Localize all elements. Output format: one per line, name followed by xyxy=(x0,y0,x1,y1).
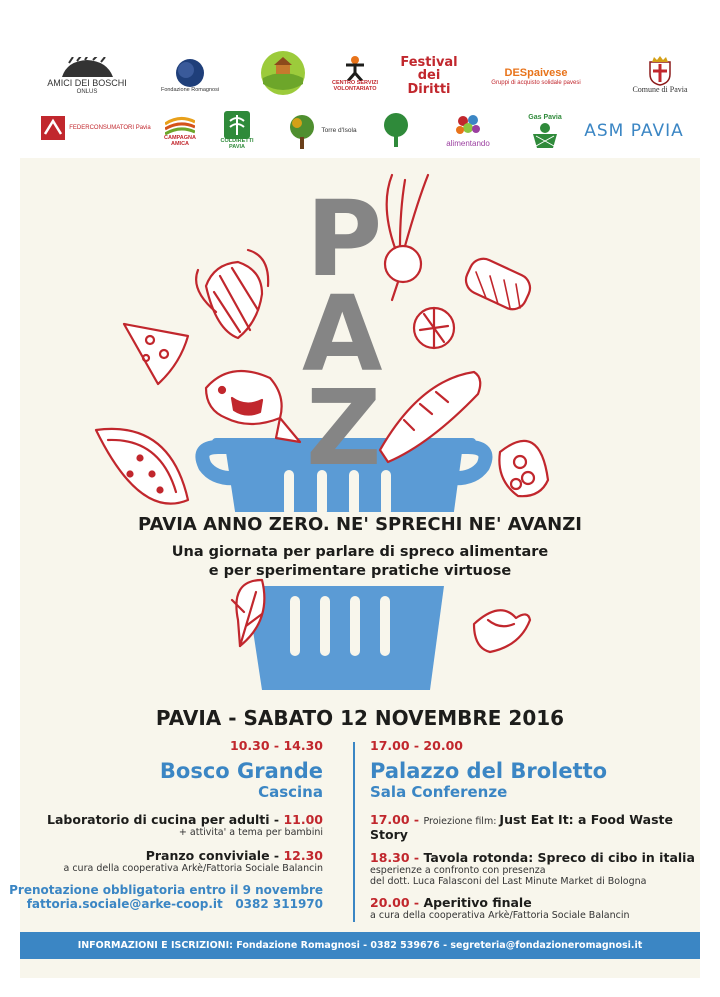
right-time: 17.00 - 20.00 xyxy=(370,738,463,753)
right-item3-time: 20.00 - xyxy=(370,895,424,910)
logo-label: AMICI DEI BOSCHI xyxy=(47,78,127,89)
right-item1-time: 17.00 - xyxy=(370,812,424,827)
right-venue-sub: Sala Conferenze xyxy=(370,783,508,801)
logo-label: alimentando xyxy=(446,138,490,148)
left-item2-note: a cura della cooperativa Arkè/Fattoria Sociale Balancin xyxy=(63,863,323,874)
beet-icon xyxy=(385,175,428,300)
logo-label: Festival xyxy=(400,54,458,70)
logo-label: Torre d'Isola xyxy=(321,126,357,134)
logo-label: DESpaivese xyxy=(504,67,568,80)
footer-text: INFORMAZIONI E ISCRIZIONI: Fondazione Romagnosi - 0382 539676 - segreteria@fondazioneromagnosi.it xyxy=(77,940,643,951)
right-item1-label: Just Eat It: a Food Waste Story xyxy=(370,812,673,842)
left-item1 xyxy=(3,812,323,827)
booking-note: Prenotazione obbligatoria entro il 9 novembre xyxy=(9,883,323,897)
logo-label: ASM PAVIA xyxy=(584,121,684,142)
logo-label: FEDERCONSUMATORI Pavia xyxy=(69,124,151,131)
left-item2 xyxy=(3,848,323,863)
banana-icon xyxy=(474,610,530,652)
melon-slice-icon xyxy=(96,429,188,504)
right-item3-label: Aperitivo finale xyxy=(423,895,532,910)
subheadline-line1: Una giornata per parlare di spreco alimentare xyxy=(171,544,549,560)
right-item2-time: 18.30 - xyxy=(370,850,424,865)
logo-label: Comune di Pavia xyxy=(632,84,688,94)
left-item1-label: Laboratorio di cucina per adulti - xyxy=(47,812,284,827)
left-venue: Bosco Grande xyxy=(159,759,323,783)
right-item2 xyxy=(370,850,700,865)
left-item1-note: + attivita' a tema per bambini xyxy=(178,827,323,838)
orange-icon xyxy=(414,308,454,348)
right-schedule xyxy=(370,738,700,921)
right-item3-note: a cura della cooperativa Arkè/Fattoria Sociale Balancin xyxy=(370,910,630,921)
event-date: PAVIA - SABATO 12 NOVEMBRE 2016 xyxy=(155,706,565,730)
right-item3 xyxy=(370,895,700,910)
right-venue: Palazzo del Broletto xyxy=(370,759,608,783)
logo-label: Fondazione Romagnosi xyxy=(160,87,220,94)
left-item1-time: 11.00 xyxy=(283,812,323,827)
right-item2-label: Tavola rotonda: Spreco di cibo in italia xyxy=(423,850,695,865)
headline: PAVIA ANNO ZERO. NE' SPRECHI NE' AVANZI xyxy=(138,514,582,535)
pizza-slice-icon xyxy=(124,324,188,384)
title-letter-z: Z xyxy=(306,367,382,489)
left-item2-label: Pranzo conviviale - xyxy=(145,848,284,863)
booking-phone[interactable]: 0382 311970 xyxy=(235,897,323,911)
pea-pod-icon xyxy=(499,441,548,496)
logo-sublabel: Gruppi di acquisto solidale pavesi xyxy=(491,79,581,86)
info-footer xyxy=(20,932,700,959)
salami-icon xyxy=(461,254,534,314)
booking-contact xyxy=(3,897,323,911)
right-item1 xyxy=(370,812,700,842)
booking-email[interactable]: fattoria.sociale@arke-coop.it xyxy=(26,897,223,911)
logo-label: Gas Pavia xyxy=(528,114,562,122)
title-letter-p: P xyxy=(306,178,383,300)
logo-label: CENTRO SERVIZI VOLONTARIATO xyxy=(331,80,379,92)
logo-label: CAMPAGNA AMICA xyxy=(164,135,196,147)
left-schedule xyxy=(3,738,323,911)
logo-sublabel: dei Diritti xyxy=(407,68,451,97)
left-item2-time: 12.30 xyxy=(283,848,323,863)
right-item1-pre: Proiezione film: xyxy=(423,816,500,827)
left-venue-sub: Cascina xyxy=(258,783,323,801)
corn-icon xyxy=(196,250,268,338)
logo-sublabel: ONLUS xyxy=(76,88,98,95)
right-item2-note2: del dott. Luca Falasconi del Last Minute Market di Bologna xyxy=(370,876,647,887)
column-divider xyxy=(353,742,355,922)
title-letter-a: A xyxy=(302,273,383,395)
logo-label: COLDIRETTI PAVIA xyxy=(220,138,254,150)
subheadline-line2: e per sperimentare pratiche virtuose xyxy=(208,563,512,579)
left-time: 10.30 - 14.30 xyxy=(230,738,323,753)
right-item2-note1: esperienze a confronto con presenza xyxy=(370,865,546,876)
fish-icon xyxy=(206,371,300,442)
